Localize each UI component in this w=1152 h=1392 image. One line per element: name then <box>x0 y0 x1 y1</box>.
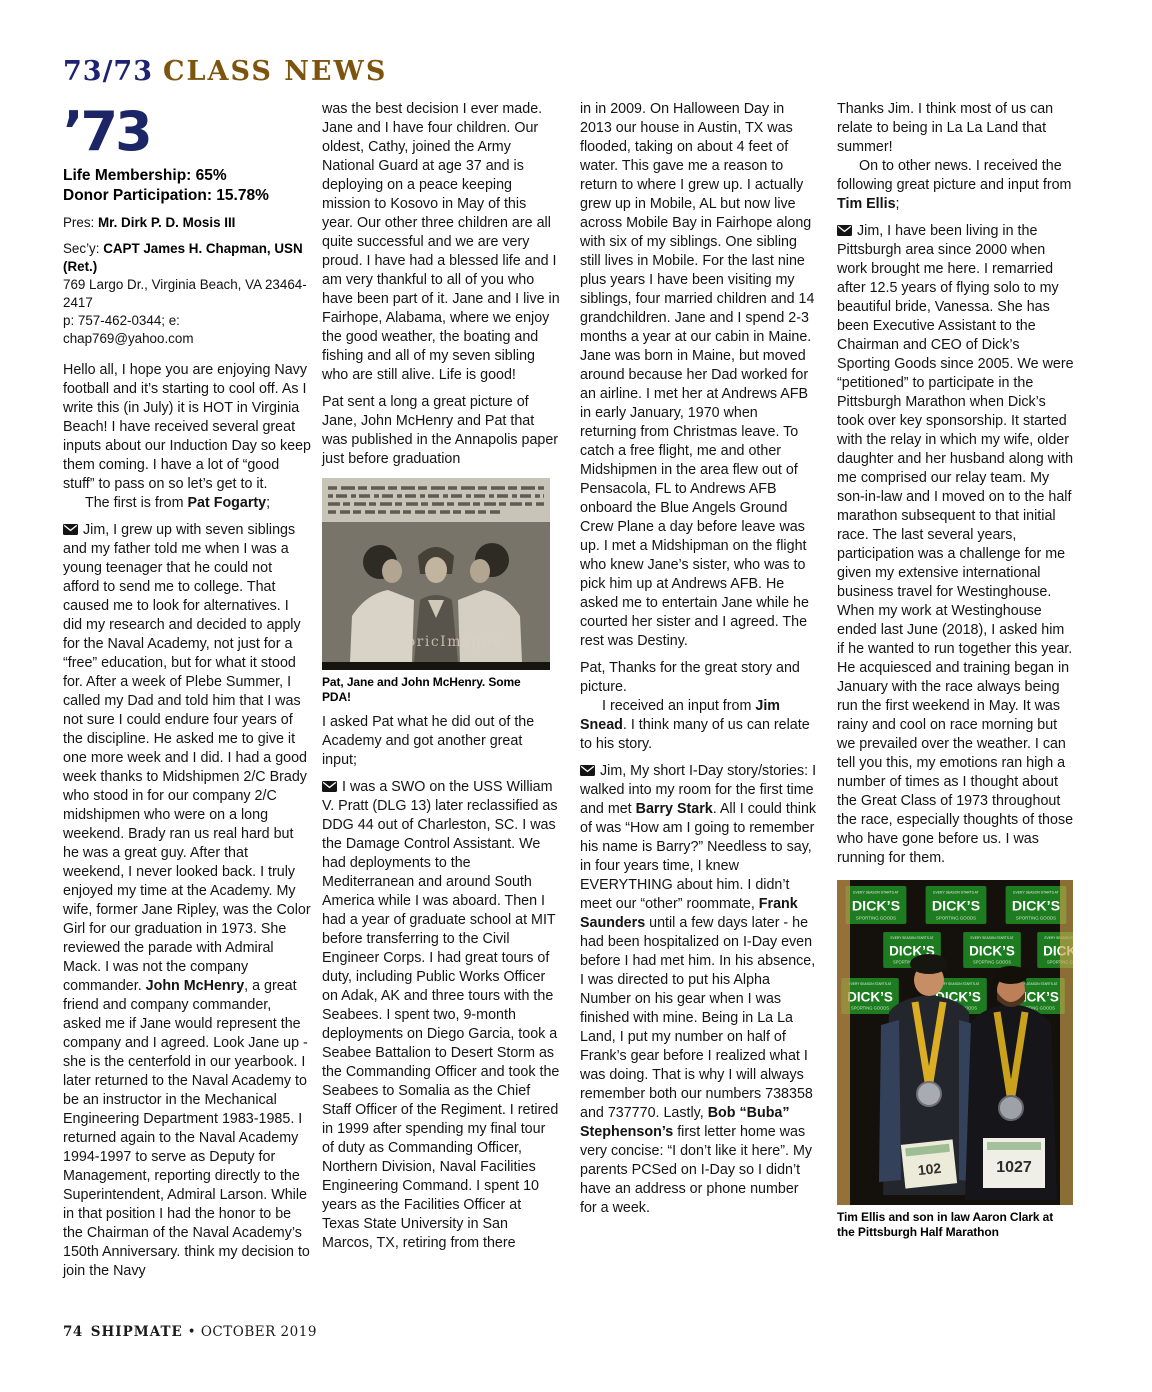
column-1-paragraphs <box>63 361 311 1281</box>
text-segment: in in 2009. On Halloween Day in 2013 our house in Austin, TX was flooded, taking on about 4 feet of water. This gave me a reason to return to where I grew up. I actually grew up in Mobile, AL but now live across Mobile Bay in Fairhope along with six of my siblings. One sibling still lives in Mobile. For the last nine plus years I have been visiting my siblings, four married children and 14 grandchildren. Jane and I spend 2-3 months a year at our cabin in Maine. Jane was born in Maine, but moved around because her Dad worked for an airline. I met her at Andrews AFB in early January, 1970 when returning from Christmas leave. To catch a free flight, me and other Midshipmen in the area flew out of Pensacola, FL to Andrews AFB onboard the Blue Angels Ground Crew Plane a day before leave was up. I met a Midshipman on the flight who knew Jane’s sister, who was to pick him up at Andrews AFB. He asked me to entertain Jane while he courted her sister and I agreed. The rest was Destiny. <box>580 101 815 649</box>
separator-dot: • <box>187 1324 197 1340</box>
paragraph <box>837 222 1075 868</box>
text-segment: . I think many of us can relate to his story. <box>580 717 810 752</box>
text-segment: On to other news. I received the following great picture and input from <box>837 158 1072 193</box>
photo-watermark: HistoricImages <box>371 634 501 650</box>
president-label: Pres: <box>63 215 98 230</box>
column-1 <box>63 100 311 1281</box>
text-segment: ; <box>895 196 900 212</box>
secretary-line <box>63 240 311 276</box>
paragraph <box>580 762 818 1218</box>
page-footer <box>63 1324 317 1340</box>
text-segment: I asked Pat what he did out of the Academy and got another great input; <box>322 714 535 768</box>
paragraph <box>322 393 560 469</box>
paragraph <box>322 778 560 1253</box>
secretary-name: CAPT James H. Chapman, USN (Ret.) <box>63 241 303 274</box>
secretary-contact: p: 757-462-0344; e: chap769@yahoo.com <box>63 313 194 346</box>
paragraph <box>63 494 311 513</box>
text-segment: until a few days later - he had been hospitalized on I-Day even before I had met him. In his absence, I was directed to put his Alpha Number on his gear when I was finished with mine. Being in La La Land, I put my number on half of Frank’s gear before I realized what I was doing. That is why I will always remember both our numbers 738358 and 737770. Lastly, <box>580 915 816 1121</box>
bold-text: Tim Ellis <box>837 196 896 212</box>
bold-text: John McHenry <box>145 978 245 994</box>
paragraph <box>580 697 818 754</box>
envelope-icon <box>580 763 595 774</box>
marathon-photo-caption: Tim Ellis and son in law Aaron Clark at the Pittsburgh Half Marathon <box>837 1210 1054 1239</box>
marathon-photo-figure <box>837 880 1073 1240</box>
envelope-icon <box>837 223 852 234</box>
text-segment: . All I could think of was “How am I going to remember his name is Barry?” Needless to say, in four years time, I knew EVERYTHING about him. I didn’t meet our “other” roommate, <box>580 801 817 912</box>
text-segment: Thanks Jim. I think most of us can relate to being in La La Land that summer! <box>837 101 1054 155</box>
text-segment: Pat, Thanks for the great story and picture. <box>580 660 800 695</box>
text-segment: Jim, My short I-Day story/stories: I walked into my room for the first time and met <box>580 763 817 817</box>
bold-text: Frank Saunders <box>580 896 798 931</box>
envelope-icon <box>63 522 78 533</box>
president-name: Mr. Dirk P. D. Mosis III <box>97 215 236 230</box>
text-segment: I received an input from <box>602 698 756 714</box>
paragraph <box>63 361 311 494</box>
text-segment: was the best decision I ever made. Jane and I have four children. Our oldest, Cathy, joined the Army National Guard at age 37 and is deploying on a peace keeping mission to Kosovo in May of this year. Our other three children are all quite successful and we are very proud. I have had a blessed life and I am very thankful to all of you who have been part of it. Jane and I live in Fairhope, Alabama, where we enjoy the good weather, the boating and fishing and all of my seven sibling who are still alive. Life is good! <box>322 101 560 383</box>
bold-text: Pat Fogarty <box>187 495 267 511</box>
paragraph <box>580 659 818 697</box>
class-number-heading: 73/73 <box>63 56 154 87</box>
pda-photo-figure <box>322 478 550 705</box>
secretary-label: Sec’y: <box>63 241 104 256</box>
paragraph <box>322 713 560 770</box>
paragraph <box>322 100 560 385</box>
page-number: 74 <box>63 1324 83 1340</box>
bold-text: Barry Stark <box>635 801 713 817</box>
text-segment: I was a SWO on the USS William V. Pratt (DLG 13) later reclassified as DDG 44 out of Charleston, SC. I was the Damage Control Assistant. We had deployments to the Mediterranean and around South America while I was aboard. Then I had a year of graduate school at MIT before transferring to the Civil Engineer Corps. I had great tours of duty, including Public Works Officer on Adak, AK and three tours with the Seabees. I spent two, 9-month deployments on Diego Garcia, took a Seabee Battalion to Desert Storm as the Commanding Officer and took the Seabees to Somalia as the Chief Staff Officer of the Regiment. I retired in 1999 after spending my final tour of duty as Commanding Officer, Northern Division, Naval Facilities Engineering Command. I spent 10 years as the Facilities Officer at Texas State University in San Marcos, TX, retiring from there <box>322 779 560 1251</box>
text-segment: Jim, I grew up with seven siblings and my father told me when I was a young teenager that he could not afford to send me to college. That caused me to look for alternatives. I did my research and decided to apply for the Naval Academy, not just for a “free” education, but for what it stood for. After a week of Plebe Summer, I called my Dad and told him that I was not sure I could endure four years of the discipline. He asked me to give it one more week and I did. I had a good week thanks to Midshipmen 2/C Brady who stood in for our company 2/C midshipmen who were on a long weekend. Brady ran us real hard but he was a great guy. After that weekend, I never looked back. I truly enjoyed my time at the Academy. My wife, former Jane Ripley, was the Color Girl for our graduation in 1973. She reviewed the parade with Admiral Mack. I was not the company commander. <box>63 522 311 994</box>
paragraph <box>63 521 311 1281</box>
text-segment: Jim, I have been living in the Pittsburgh area since 2000 when work brought me here. I remarried after 12.5 years of flying solo to my beautiful bride, Vanessa. She has been Executive Assistant to the Chairman and CEO of Dick’s Sporting Goods since 2005. We were “petitioned” to participate in the Pittsburgh Marathon when Dick’s took over key sponsorship. It started with the relay in which my wife, older daughter and her husband along with me comprised our relay team. My son-in-law and I moved on to the half marathon subsequent to that initial race. The last several years, participation was a challenge for me given my extensive international business travel for Westinghouse. When my work at Westinghouse ended last June (2018), I asked him if he wanted to run together this year. He acquiesced and training began in January with the race always being run the first weekend in May. It was rainy and cool on race morning but we prevailed over the weather. I can tell you this, my emotions ran high a number of times as I thought about the Great Class of 1973 throughout the race, especially thoughts of those who have gone before us. I was running for them. <box>837 223 1074 866</box>
column-3 <box>580 100 818 1218</box>
marathon-photo <box>837 880 1073 1205</box>
life-membership-stat: Life Membership: 65% <box>63 167 227 184</box>
class-year-logo: ’73 <box>63 100 150 163</box>
bib-number-left: 102 <box>917 1159 942 1179</box>
text-segment: , a great friend and company commander, asked me if Jane would represent the company and I agreed. Look Jane up - she is the centerfold in our yearbook. I later returned to the Naval Academy to be an instructor in the Mechanical Engineering Department 1983-1985. I returned again to the Naval Academy 1994-1997 to serve as Deputy for Management, reporting directly to the Superintendent, Admiral Larson. While in that position I had the honor to be the Chairman of the Naval Academy’s 150th Anniversary. think my decision to join the Navy <box>63 978 310 1279</box>
envelope-icon <box>322 779 337 790</box>
column-4 <box>837 100 1075 1242</box>
bib-number-right: 1027 <box>996 1159 1032 1176</box>
paragraph <box>837 100 1075 157</box>
page-header <box>63 56 387 87</box>
section-title: CLASS NEWS <box>163 56 388 87</box>
bold-text: Jim Snead <box>580 698 781 733</box>
magazine-name: SHIPMATE <box>90 1324 183 1340</box>
paragraph <box>580 100 818 651</box>
text-segment: The first is from <box>85 495 188 511</box>
text-segment: ; <box>266 495 271 511</box>
text-segment: first letter home was very concise: “I don’t like it here”. My parents PCSed on I-Day so I didn’t have an address or phone number for a week. <box>580 1124 813 1216</box>
newsprint-photo <box>322 478 550 670</box>
pda-photo-caption: Pat, Jane and John McHenry. Some PDA! <box>322 675 521 704</box>
secretary-address: 769 Largo Dr., Virginia Beach, VA 23464-2417 <box>63 277 307 310</box>
column-2 <box>322 100 560 1253</box>
president-line <box>63 214 311 232</box>
paragraph <box>837 157 1075 214</box>
bold-text: Bob “Buba” Stephenson’s <box>580 1105 790 1140</box>
donor-participation-stat: Donor Participation: 15.78% <box>63 187 269 204</box>
issue-date: OCTOBER 2019 <box>200 1324 317 1340</box>
text-segment: Hello all, I hope you are enjoying Navy football and it’s starting to cool off. As I write this (in July) it is HOT in Virginia Beach! I have received several great inputs about our Induction Day so keep them coming. I have a lot of “good stuff” to pass on so let’s get to it. <box>63 362 311 492</box>
text-segment: Pat sent a long a great picture of Jane, John McHenry and Pat that was published in the Annapolis paper just before graduation <box>322 394 559 467</box>
